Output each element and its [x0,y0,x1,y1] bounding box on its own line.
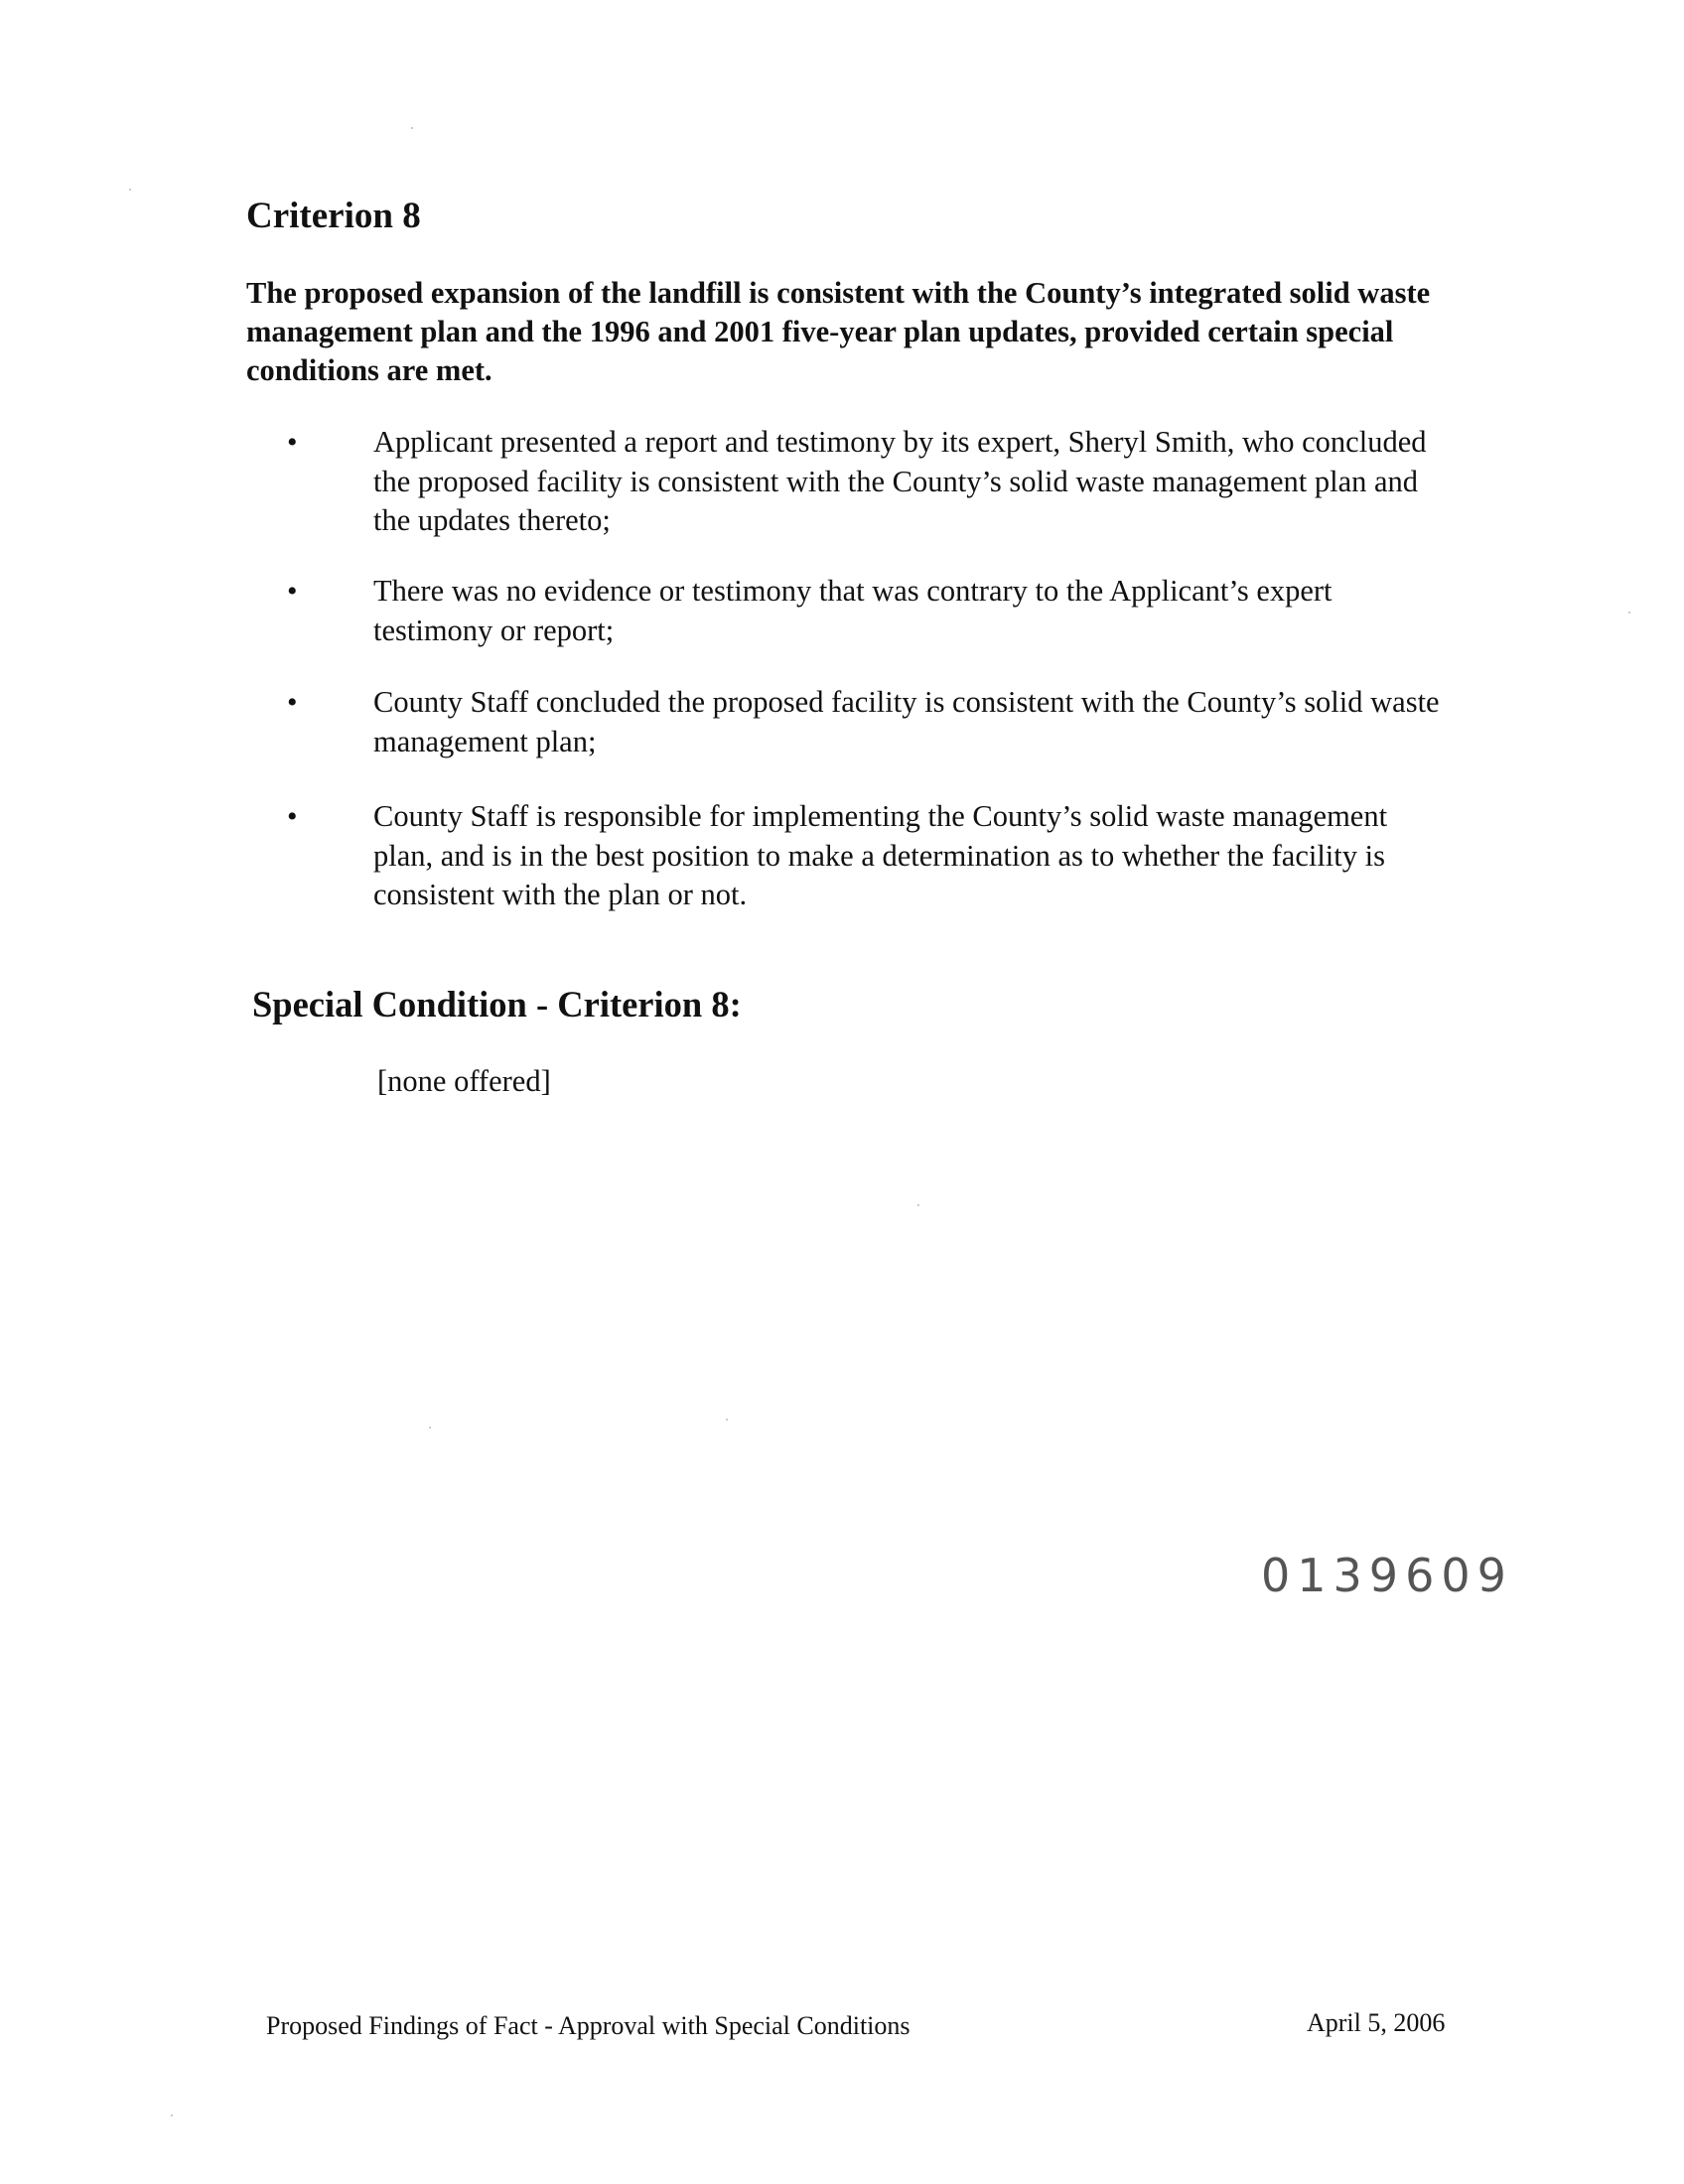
footer-date: April 5, 2006 [1307,2008,1446,2037]
scan-speck [429,1427,431,1429]
bullet-icon: • [287,800,298,833]
criterion-summary: The proposed expansion of the landfill is consistent with the County’s integrated solid waste management plan and the 1996 and 2001 five-year plan updates, provided certain special conditions are met. [246,276,1431,387]
scan-speck [726,1419,728,1421]
bullet-icon: • [287,575,298,608]
scan-speck [411,127,413,129]
scan-speck [1628,612,1630,614]
bullet-icon: • [287,426,298,459]
bullet-icon: • [287,686,298,719]
special-condition-heading: Special Condition - Criterion 8: [252,984,742,1024]
list-item-text: There was no evidence or testimony that was contrary to the Applicant’s expert testimony or report; [373,574,1333,647]
list-item-text: County Staff concluded the proposed facility is consistent with the County’s solid waste management plan; [373,685,1440,758]
page-heading: Criterion 8 [246,196,421,236]
list-item-text: County Staff is responsible for implementing the County’s solid waste management plan, and is in the best position to make a determination as to whether the facility is consistent with the plan or not. [373,799,1388,911]
scan-speck [171,2115,173,2116]
list-item-text: Applicant presented a report and testimony by its expert, Sheryl Smith, who concluded the proposed facility is consistent with the County’s solid waste management plan and the updates thereto; [373,425,1427,537]
special-condition-text: [none offered] [377,1064,551,1098]
page-stamp-number: 0139609 [1261,1549,1513,1602]
scan-speck [129,189,131,191]
scan-speck [917,1204,919,1206]
footer-title: Proposed Findings of Fact - Approval with Special Conditions [266,2011,911,2040]
